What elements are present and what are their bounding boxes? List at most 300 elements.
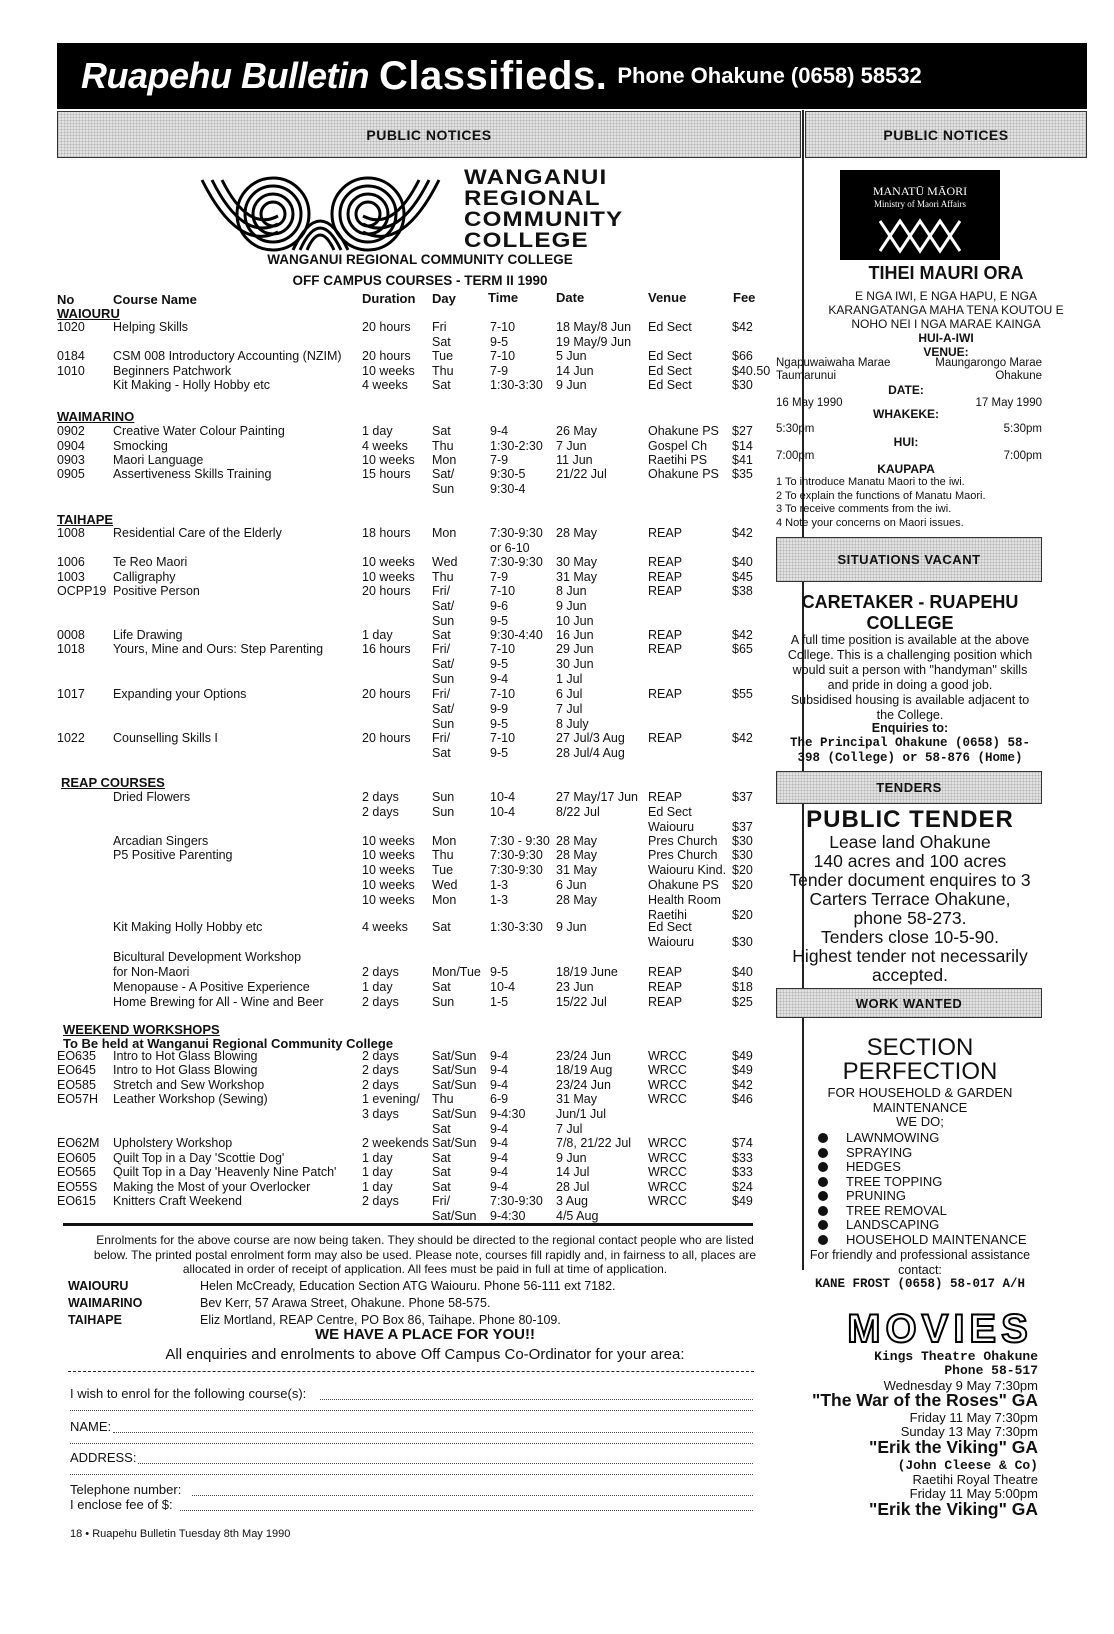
course-number: 0902: [57, 424, 85, 438]
course-duration: 4 weeks: [362, 920, 408, 934]
course-date: 9 Jun: [556, 1151, 587, 1165]
course-fee: $33: [732, 1165, 753, 1179]
course-day: Thu Tue Wed Mon: [432, 848, 458, 907]
course-venue: Ed Sect: [648, 378, 692, 392]
form-name-field[interactable]: [113, 1432, 753, 1433]
course-time: 9-4: [490, 1180, 509, 1194]
course-name: Yours, Mine and Ours: Step Parenting: [113, 642, 324, 656]
course-date: 9 Jun: [556, 378, 587, 392]
course-venue: REAP: [648, 628, 683, 642]
manatu-maori-badge: [840, 170, 1000, 260]
course-day: Tue: [432, 349, 454, 363]
section-waiouru: WAIOURU: [57, 306, 120, 321]
badge-subtitle: Ministry of Maori Affairs: [873, 199, 967, 209]
maori-heading: TIHEI MAURI ORA: [868, 263, 1024, 283]
course-fee: $45: [732, 570, 753, 584]
course-name: Residential Care of the Elderly: [113, 526, 282, 540]
section-weekend: WEEKEND WORKSHOPS: [63, 1022, 220, 1037]
section-reap: REAP COURSES: [61, 775, 165, 790]
course-duration: 10 weeks: [362, 453, 415, 467]
course-duration: 10 weeks: [362, 555, 415, 569]
course-time: 6-9 9-4:30 9-4: [490, 1092, 526, 1136]
course-venue: WRCC: [648, 1151, 687, 1165]
course-time: 7-10 9-5 9-4: [490, 642, 516, 686]
date-label: DATE:: [888, 383, 924, 397]
course-fee: $24: [732, 1180, 753, 1194]
course-fee: $41: [732, 453, 753, 467]
course-date: 14 Jul: [556, 1165, 590, 1179]
course-day: Thu: [432, 439, 454, 453]
contact-detail: Helen McCready, Education Section ATG Waiouru. Phone 56-111 ext 7182.: [200, 1279, 616, 1293]
movie-title-1: "The War of the Roses" GA: [812, 1390, 1038, 1410]
course-fee: $14: [732, 439, 753, 453]
course-time: 9-4: [490, 1136, 509, 1150]
course-date: 28 May: [556, 834, 597, 848]
course-fee: $40.50: [732, 364, 771, 378]
course-duration: 1 day: [362, 1165, 393, 1179]
college-logo-text: [464, 167, 623, 251]
form-address-field-2[interactable]: [70, 1474, 753, 1475]
course-venue: Ed Sect Waiouru: [648, 920, 695, 949]
course-name: CSM 008 Introductory Accounting (NZIM): [113, 349, 342, 363]
col-header-course: Course Name: [113, 292, 197, 307]
term-heading: OFF CAMPUS COURSES - TERM II 1990: [292, 273, 548, 288]
course-number: EO57H: [57, 1092, 98, 1106]
course-venue: WRCC: [648, 1194, 687, 1208]
course-date: 14 Jun: [556, 364, 594, 378]
course-time: 7:30-9:30 or 6-10: [490, 526, 543, 555]
course-venue: REAP REAP REAP: [648, 965, 683, 1009]
course-day: Mon: [432, 453, 457, 467]
course-number: 1003: [57, 570, 85, 584]
greeting-line: E NGA IWI, E NGA HAPU, E NGA: [854, 289, 1038, 303]
bullet-icon: [818, 1206, 828, 1216]
course-venue: WRCC: [648, 1063, 687, 1077]
course-day: Sat/Sun: [432, 1136, 477, 1150]
course-name: Making the Most of your Overlocker: [113, 1180, 311, 1194]
course-name: Quilt Top in a Day 'Heavenly Nine Patch': [113, 1165, 337, 1179]
course-venue: Raetihi PS: [648, 453, 708, 467]
tenders-band: TENDERS: [776, 771, 1042, 804]
course-number: 1008: [57, 526, 85, 540]
form-phone-field[interactable]: [192, 1495, 753, 1496]
course-venue: WRCC: [648, 1180, 687, 1194]
course-day: Sun Sun: [432, 790, 455, 819]
course-duration: 10 weeks 10 weeks 10 weeks 10 weeks: [362, 848, 415, 907]
course-day: Wed: [432, 555, 458, 569]
course-date: 26 May: [556, 424, 597, 438]
college-heading: WANGANUI REGIONAL COMMUNITY COLLEGE: [267, 252, 573, 267]
course-fee: $40 $18 $25: [732, 965, 753, 1009]
course-duration: 20 hours: [362, 687, 411, 701]
masthead-phone: Phone Ohakune (0658) 58532: [617, 63, 922, 88]
course-duration: 20 hours: [362, 731, 411, 745]
bullet-icon: [818, 1220, 828, 1230]
public-notices-band: PUBLIC NOTICES: [57, 111, 801, 158]
service-item: PRUNING: [846, 1188, 906, 1203]
course-venue: WRCC: [648, 1078, 687, 1092]
course-fee: $33: [732, 1151, 753, 1165]
course-venue: WRCC: [648, 1049, 687, 1063]
course-fee: $46: [732, 1092, 753, 1106]
course-date: 30 May: [556, 555, 597, 569]
form-phone-label: Telephone number:: [70, 1482, 182, 1497]
date-left: 16 May 1990: [776, 397, 843, 409]
course-time: 9-5 10-4 1-5: [490, 965, 516, 1009]
badge-pattern-icon: [840, 216, 1000, 256]
contact-detail: Bev Kerr, 57 Arawa Street, Ohakune. Phone 58-575.: [200, 1296, 491, 1310]
course-time: 9:30-4:40: [490, 628, 543, 642]
course-date: 31 May Jun/1 Jul 7 Jul: [556, 1092, 607, 1136]
caretaker-enquiries: Enquiries to:: [871, 721, 949, 735]
course-name: Counselling Skills I: [113, 731, 218, 745]
section-waimarino: WAIMARINO: [57, 409, 135, 424]
form-fee-field[interactable]: [180, 1510, 753, 1511]
kaupapa-item: 4 Note your concerns on Maori issues.: [776, 516, 964, 529]
course-fee: $49: [732, 1063, 753, 1077]
service-item: LAWNMOWING: [846, 1130, 940, 1145]
course-fee: $74: [732, 1136, 753, 1150]
greeting-line: KARANGATANGA MAHA TENA KOUTOU E: [828, 303, 1064, 317]
whakaeke-left: 5:30pm: [776, 423, 815, 435]
course-duration: 1 evening/ 3 days: [362, 1092, 420, 1121]
course-venue: REAP: [648, 687, 683, 701]
course-date: 23/24 Jun: [556, 1078, 611, 1092]
course-venue: Ed Sect: [648, 349, 692, 363]
course-duration: 15 hours: [362, 467, 411, 481]
contact-region: WAIOURU: [68, 1279, 129, 1293]
course-day: Sat: [432, 378, 451, 392]
course-name: Expanding your Options: [113, 687, 247, 701]
course-fee: $65: [732, 642, 753, 656]
course-duration: 1 day: [362, 1180, 393, 1194]
section-assist: For friendly and professional assistance contact:: [809, 1248, 1031, 1277]
col-header-venue: Venue: [648, 290, 687, 305]
venue-left-2: Taumarunui: [776, 370, 837, 382]
course-fee: $30: [732, 834, 753, 848]
course-time: 7-9: [490, 453, 509, 467]
greeting-line: NOHO NEI I NGA MARAE KAINGA: [851, 317, 1041, 331]
course-duration: 1 day: [362, 424, 393, 438]
course-day: Fri/ Sat/ Sun: [432, 584, 455, 628]
course-number: 1006: [57, 555, 85, 569]
course-time: 1:30-3:30: [490, 920, 543, 934]
course-number: 0904: [57, 439, 85, 453]
course-number: 0903: [57, 453, 85, 467]
course-number: 1010: [57, 364, 85, 378]
course-date: 11 Jun: [556, 453, 593, 467]
course-venue: WRCC: [648, 1136, 687, 1150]
course-name: Assertiveness Skills Training: [113, 467, 272, 481]
course-time: 9-4: [490, 1049, 509, 1063]
course-venue: REAP: [648, 570, 683, 584]
hui-right: 7:00pm: [1003, 450, 1042, 462]
course-venue: WRCC: [648, 1092, 687, 1106]
maori-greeting: [806, 289, 1086, 359]
bullet-icon: [818, 1191, 828, 1201]
form-address-field[interactable]: [138, 1463, 753, 1464]
course-fee: $42: [732, 526, 753, 540]
course-number: 1018: [57, 642, 85, 656]
course-date: 31 May: [556, 570, 597, 584]
kaupapa-item: 3 To receive comments from the iwi.: [776, 503, 952, 515]
kaupapa-item: 2 To explain the functions of Manatu Maori.: [776, 489, 986, 502]
service-item: HOUSEHOLD MAINTENANCE: [846, 1231, 1027, 1247]
course-number: 1022: [57, 731, 85, 745]
venue-right: Maungarongo Marae: [935, 357, 1042, 369]
course-number: EO645: [57, 1063, 96, 1077]
course-name: Te Reo Maori: [113, 555, 188, 569]
course-name: P5 Positive Parenting: [113, 848, 233, 862]
movies-session-2: Friday 11 May 7:30pm Sunday 13 May 7:30pm: [900, 1410, 1038, 1439]
course-fee: $30: [732, 378, 753, 392]
form-course-field-2[interactable]: [70, 1410, 753, 1411]
course-duration: 16 hours: [362, 642, 411, 656]
course-day: Thu: [432, 364, 454, 378]
course-fee: $42: [732, 731, 753, 745]
contact-region: TAIHAPE: [68, 1313, 122, 1327]
work-wanted-band: WORK WANTED: [776, 988, 1042, 1018]
course-day: Sat/ Sun: [432, 467, 455, 496]
hui-a-iwi: HUI-A-IWI: [918, 331, 974, 345]
course-fee: $42: [732, 1078, 753, 1092]
course-venue: Ohakune PS: [648, 467, 719, 481]
form-name-label: NAME:: [70, 1419, 112, 1434]
course-number: EO565: [57, 1165, 96, 1179]
course-fee: $55: [732, 687, 753, 701]
course-date: 18/19 Aug: [556, 1063, 613, 1077]
course-fee: $66: [732, 349, 753, 363]
course-day: Fri/ Sat/Sun: [432, 1194, 477, 1223]
course-date: 8 Jun 9 Jun 10 Jun: [556, 584, 594, 628]
form-address-label: ADDRESS:: [70, 1450, 137, 1465]
course-duration: 10 weeks: [362, 834, 415, 848]
course-date: 29 Jun 30 Jun 1 Jul: [556, 642, 594, 686]
course-duration: 4 weeks: [362, 378, 408, 392]
service-item: LANDSCAPING: [846, 1217, 940, 1232]
course-day: Sat/Sun: [432, 1063, 477, 1077]
course-name: Kit Making Holly Hobby etc: [113, 920, 263, 934]
course-day: Sat: [432, 1165, 451, 1179]
hui-left: 7:00pm: [776, 450, 815, 462]
course-time: 7-10 9-9 9-5: [490, 687, 516, 731]
service-item: SPRAYING: [846, 1144, 913, 1160]
caretaker-body: A full time position is available at the above College. This is a challenging position which would suit a person with "handyman" skills and pride in doing a good job. Subsidised housing is available adjacent to the College.: [787, 633, 1033, 722]
course-name: Leather Workshop (Sewing): [113, 1092, 268, 1106]
course-fee: $49: [732, 1194, 753, 1208]
movie-title-2: "Erik the Viking" GA: [869, 1437, 1038, 1457]
logo-line: COLLEGE: [464, 229, 589, 252]
course-duration: 2 days 2 days: [362, 790, 399, 819]
course-fee: $40: [732, 555, 753, 569]
course-time: 7:30-9:30 9-4:30: [490, 1194, 543, 1223]
course-name: Stretch and Sew Workshop: [113, 1078, 265, 1092]
course-fee: $27: [732, 424, 753, 438]
page-footer: 18 • Ruapehu Bulletin Tuesday 8th May 1990: [70, 1528, 291, 1540]
course-name: Kit Making - Holly Hobby etc: [113, 378, 271, 392]
masthead-title: Ruapehu Bulletin: [81, 55, 369, 96]
col-header-fee: Fee: [733, 290, 756, 305]
section-contact: KANE FROST (0658) 58-017 A/H: [814, 1277, 1026, 1291]
course-day: Fri/ Sat: [432, 731, 451, 760]
course-venue: REAP: [648, 526, 683, 540]
course-duration: 20 hours: [362, 349, 411, 363]
course-date: 7 Jun: [556, 439, 587, 453]
logo-line: REGIONAL: [464, 187, 601, 210]
form-fee-label: I enclose fee of $:: [70, 1497, 173, 1512]
course-venue: REAP: [648, 584, 683, 598]
course-duration: 20 hours: [362, 320, 411, 334]
course-date: 27 May/17 Jun 8/22 Jul: [556, 790, 638, 819]
course-venue: Ohakune PS: [648, 424, 719, 438]
course-duration: 10 weeks: [362, 364, 415, 378]
course-day: Sat: [432, 424, 451, 438]
course-duration: 2 weekends: [362, 1136, 429, 1150]
course-name: Dried Flowers: [113, 790, 191, 804]
course-fee: $30: [732, 935, 753, 949]
logo-line: COMMUNITY: [464, 208, 624, 231]
course-name: Bicultural Development Workshop for Non-Maori Menopause - A Positive Experience Home Brewing for All - Wine and Beer: [113, 950, 324, 1009]
masthead-classifieds: Classifieds.: [379, 53, 608, 98]
course-duration: 4 weeks: [362, 439, 408, 453]
course-fee: $38: [732, 584, 753, 598]
course-name: Intro to Hot Glass Blowing: [113, 1049, 258, 1063]
logo-line: WANGANUI: [464, 166, 608, 189]
course-number: EO62M: [57, 1136, 100, 1150]
course-time: 9-4: [490, 1165, 509, 1179]
venue-right-2: Ohakune: [995, 370, 1042, 382]
service-item: TREE REMOVAL: [846, 1202, 947, 1218]
tender-body: Lease land Ohakune 140 acres and 100 acres Tender document enquires to 3 Carters Terrace Ohakune, phone 58-273. Tenders close 10-5-90. Highest tender not necessarily accepted.: [789, 832, 1031, 985]
course-date: 9 Jun: [556, 920, 587, 934]
badge-title: MANATŪ MĀORI: [872, 184, 968, 198]
course-number: 0905: [57, 467, 85, 481]
course-date: 23/24 Jun: [556, 1049, 611, 1063]
course-name: Intro to Hot Glass Blowing: [113, 1063, 258, 1077]
form-course-field[interactable]: [320, 1399, 753, 1400]
course-name: Knitters Craft Weekend: [113, 1194, 242, 1208]
course-fee: $42: [732, 320, 753, 334]
course-number: EO55S: [57, 1180, 98, 1194]
course-name: Beginners Patchwork: [113, 364, 232, 378]
course-venue: Ed Sect: [648, 364, 692, 378]
course-day: Sat: [432, 1180, 451, 1194]
course-time: 10-4 10-4: [490, 790, 516, 819]
bullet-icon: [818, 1162, 828, 1172]
course-time: 9:30-5 9:30-4: [490, 467, 526, 496]
movie-cast: (John Cleese & Co): [897, 1458, 1038, 1473]
course-date: 6 Jul 7 Jul 8 July: [556, 687, 589, 731]
form-name-field-2[interactable]: [70, 1443, 753, 1444]
bullet-icon: [818, 1148, 828, 1158]
course-venue: REAP: [648, 731, 683, 745]
course-venue: REAP: [648, 555, 683, 569]
course-date: 16 Jun: [556, 628, 594, 642]
kaupapa-label: KAUPAPA: [877, 462, 935, 476]
movies-theatre: Kings Theatre Ohakune: [874, 1349, 1038, 1364]
movies-session-1: Wednesday 9 May 7:30pm: [883, 1378, 1038, 1393]
course-venue: REAP: [648, 642, 683, 656]
slogan: WE HAVE A PLACE FOR YOU!!: [314, 1326, 535, 1343]
whakaeke-label: WHAKEKE:: [873, 407, 939, 421]
contact-region: WAIMARINO: [68, 1296, 143, 1310]
course-name: Calligraphy: [113, 570, 176, 584]
section-taihape: TAIHAPE: [57, 512, 114, 527]
course-duration: 1 day: [362, 628, 393, 642]
date-right: 17 May 1990: [975, 397, 1042, 409]
col-header-date: Date: [556, 290, 585, 305]
course-fee: $35: [732, 467, 753, 481]
service-item: HEDGES: [846, 1159, 901, 1174]
course-name: Positive Person: [113, 584, 200, 598]
course-name: Maori Language: [113, 453, 204, 467]
course-time: 9-4: [490, 1151, 509, 1165]
course-time: 7:30-9:30 7:30-9:30 1-3 1-3: [490, 848, 543, 907]
col-header-no: No: [57, 292, 75, 307]
course-duration: 18 hours: [362, 526, 411, 540]
course-date: 21/22 Jul: [556, 467, 607, 481]
whakaeke-right: 5:30pm: [1003, 423, 1042, 435]
course-day: Thu: [432, 570, 454, 584]
form-cut-line: [68, 1371, 754, 1372]
college-logo: [198, 172, 443, 256]
course-time: 9-4: [490, 424, 509, 438]
masthead: [57, 43, 1087, 109]
course-time: 9-4: [490, 1078, 509, 1092]
course-venue: Gospel Ch: [648, 439, 708, 453]
course-venue: Pres Church: [648, 834, 718, 848]
col-header-day: Day: [432, 291, 456, 306]
bullet-icon: [818, 1235, 828, 1245]
movies-theatre-2: Raetihi Royal Theatre: [912, 1472, 1038, 1487]
course-duration: 1 day: [362, 1151, 393, 1165]
tender-title: PUBLIC TENDER: [806, 806, 1014, 833]
course-fee: $37 $37: [732, 790, 753, 834]
caretaker-contact: The Principal Ohakune (0658) 58- 398 (College) or 58-876 (Home): [789, 736, 1031, 765]
course-day: Mon/Tue Sat Sun: [432, 965, 481, 1009]
course-fee: $42: [732, 628, 753, 642]
course-day: Fri/ Sat/ Sun: [432, 687, 455, 731]
service-item: TREE TOPPING: [846, 1173, 943, 1189]
course-number: EO605: [57, 1151, 96, 1165]
course-time: 7-9: [490, 570, 509, 584]
course-venue: Ed Sect: [648, 320, 692, 334]
enquiries-line: All enquiries and enrolments to above Off Campus Co-Ordinator for your area:: [165, 1346, 685, 1363]
course-date: 27 Jul/3 Aug 28 Jul/4 Aug: [556, 731, 625, 760]
section-perfection-sub: FOR HOUSEHOLD & GARDEN MAINTENANCE WE DO;: [827, 1085, 1013, 1129]
course-name: Life Drawing: [113, 628, 183, 642]
course-name: Smocking: [113, 439, 168, 453]
course-time: 1:30-2:30: [490, 439, 543, 453]
caretaker-title: CARETAKER - RUAPEHU COLLEGE: [801, 592, 1019, 633]
public-notices-band-right: PUBLIC NOTICES: [805, 111, 1087, 158]
course-day: Sat: [432, 1151, 451, 1165]
course-day: Mon: [432, 834, 457, 848]
course-date: 5 Jun: [556, 349, 587, 363]
course-duration: 2 days 1 day 2 days: [362, 965, 399, 1009]
course-name: Quilt Top in a Day 'Scottie Dog': [113, 1151, 285, 1165]
course-day: Fri/ Sat/ Sun: [432, 642, 455, 686]
course-date: 7/8, 21/22 Jul: [556, 1136, 632, 1150]
movies-phone: Phone 58-517: [944, 1363, 1038, 1378]
course-duration: 10 weeks: [362, 570, 415, 584]
course-time: 7:30-9:30: [490, 555, 543, 569]
situations-vacant-band: SITUATIONS VACANT: [776, 537, 1042, 582]
course-name: Upholstery Workshop: [113, 1136, 233, 1150]
course-fee: $49: [732, 1049, 753, 1063]
course-time: 7:30 - 9:30: [490, 834, 550, 848]
course-number: EO635: [57, 1049, 96, 1063]
